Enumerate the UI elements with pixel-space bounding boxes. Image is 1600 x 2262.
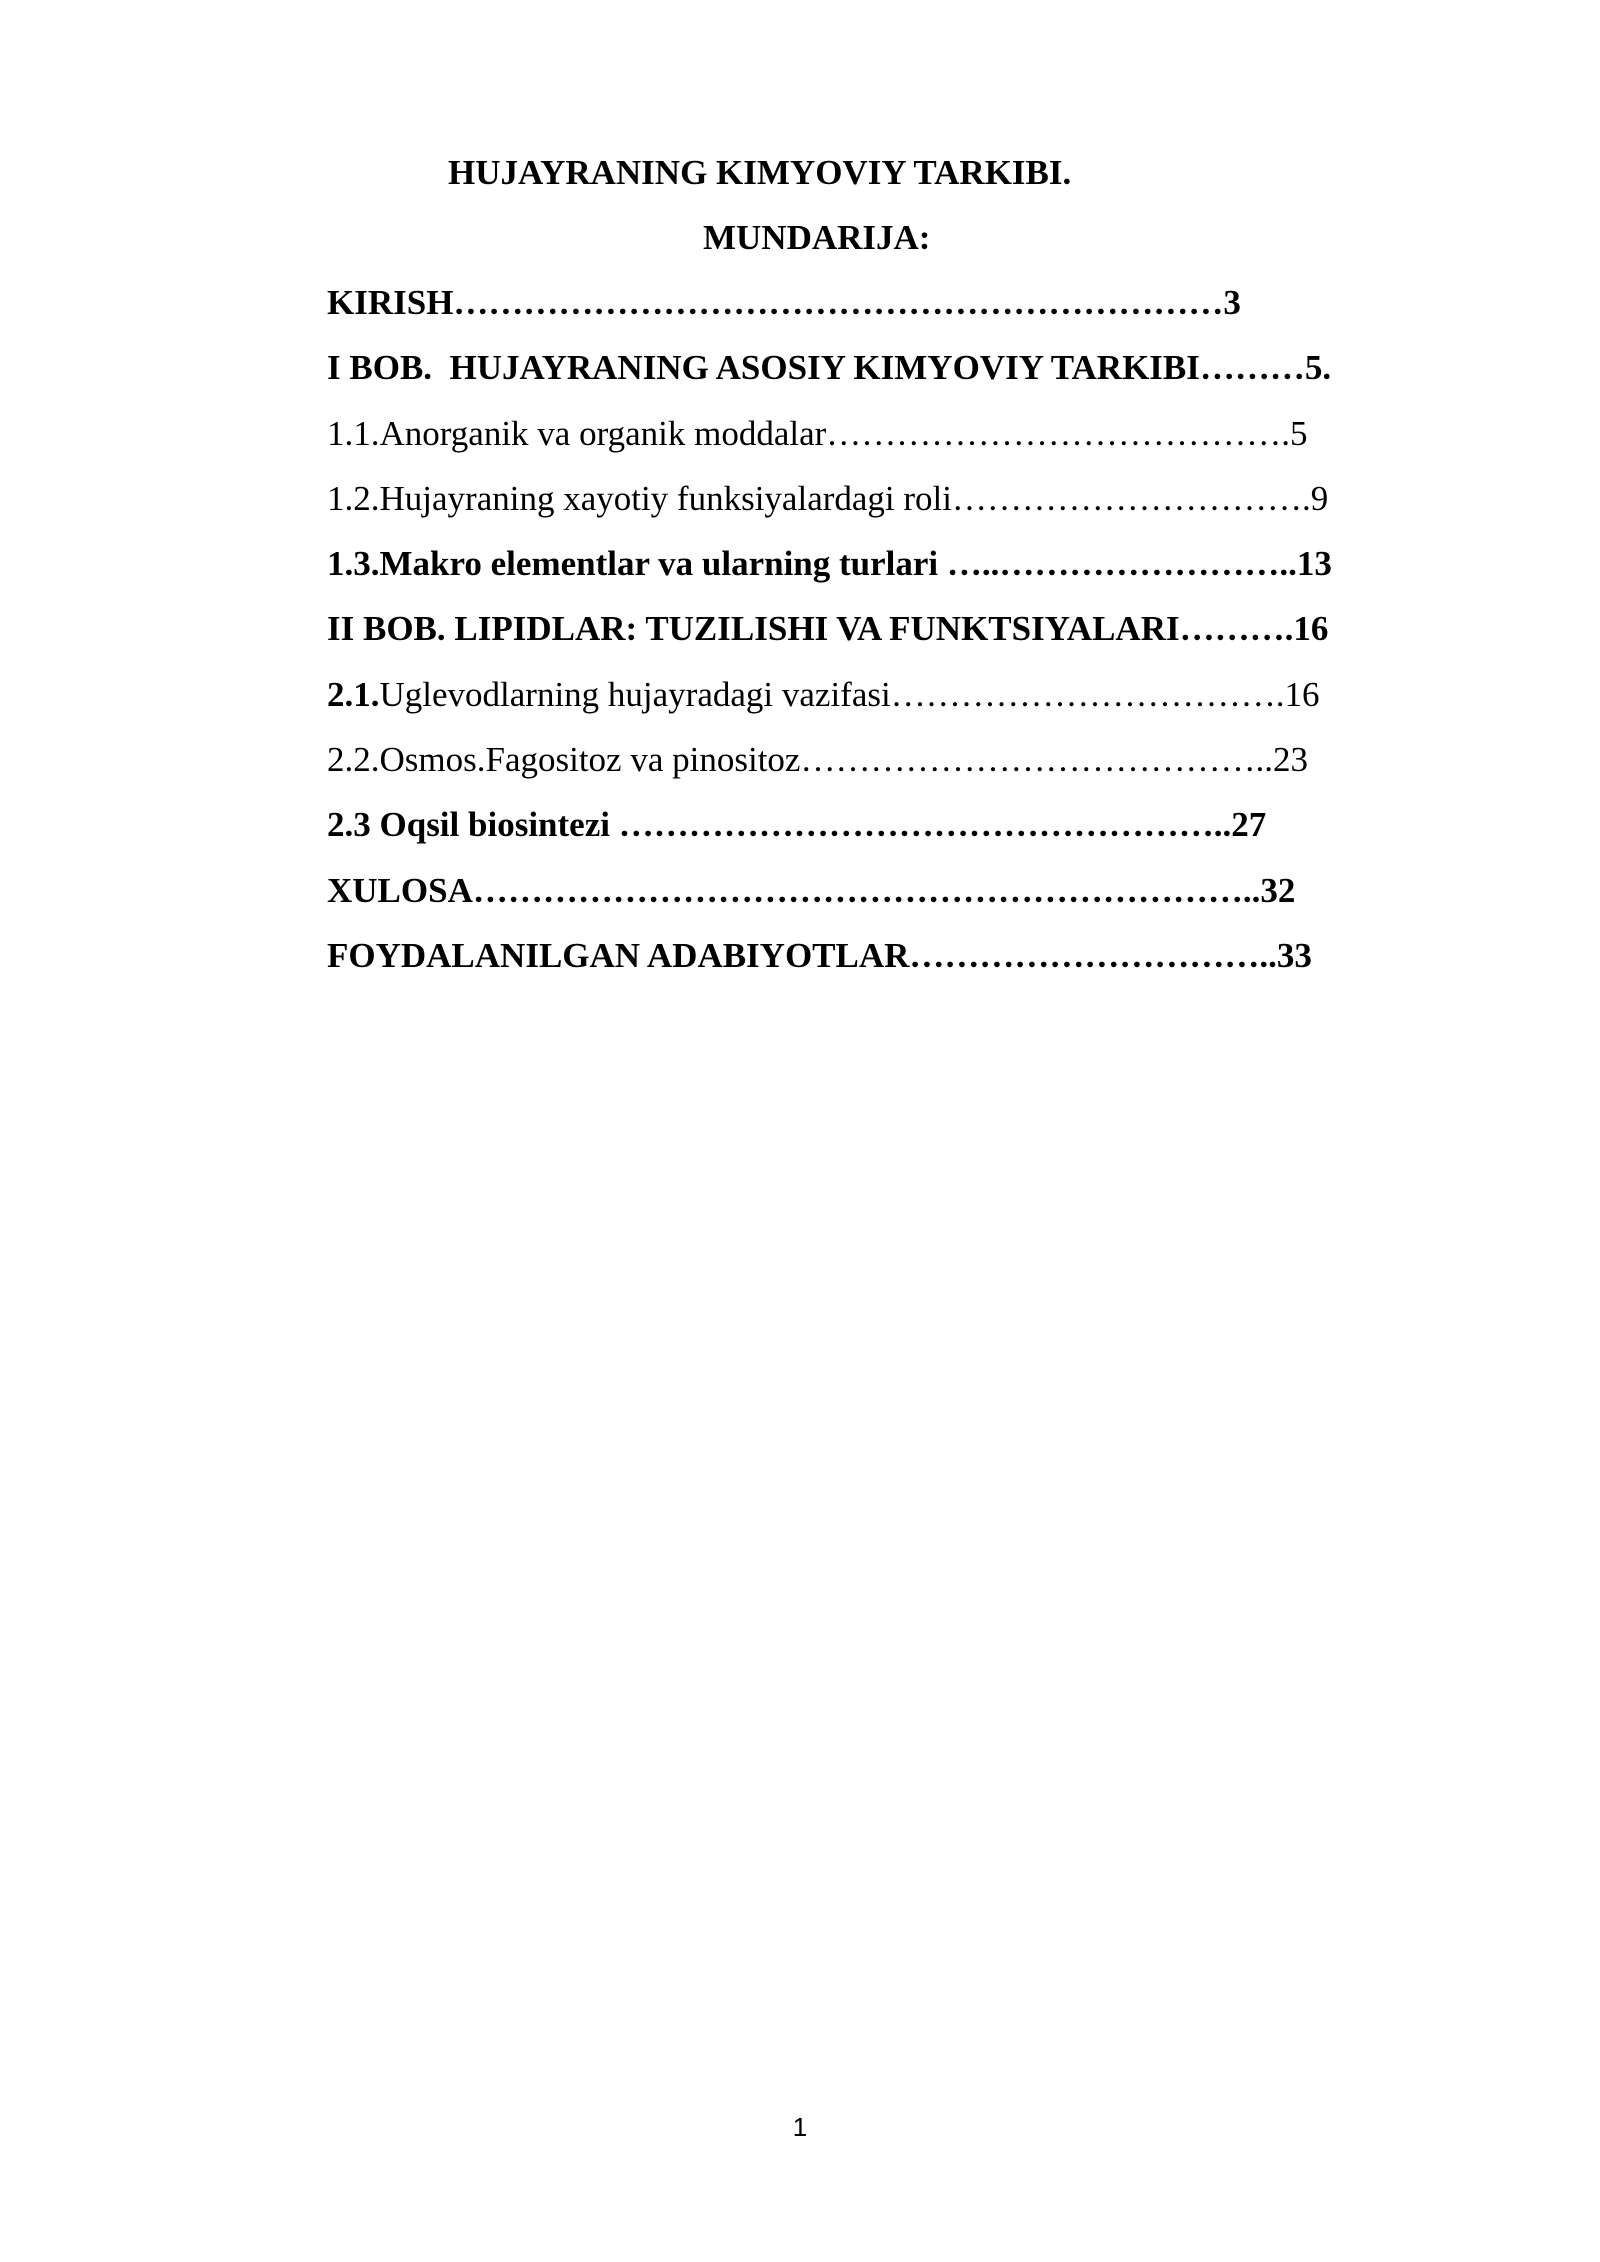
toc-entry-number: 2.2. — [327, 740, 380, 780]
toc-entry-kirish[interactable] — [327, 282, 1332, 347]
toc-entry-text: Hujayraning xayotiy funksiyalardagi roli………………………….9 — [379, 478, 1329, 518]
toc-entry-text: 2.3 Oqsil biosintezi ……………………………………………..27 — [327, 805, 1267, 845]
toc-entry-number: 1.2. — [327, 478, 380, 518]
toc-entry-references[interactable] — [327, 935, 1332, 1000]
toc-entry-text: XULOSA…………………………………………………………..32 — [327, 870, 1296, 910]
table-of-contents — [327, 282, 1332, 1000]
toc-entry-xulosa[interactable] — [327, 870, 1332, 935]
toc-entry-1-1[interactable] — [327, 413, 1332, 478]
toc-entry-text: II BOB. LIPIDLAR: TUZILISHI VA FUNKTSIYALARI……….16 — [327, 609, 1329, 649]
toc-entry-chapter-2[interactable] — [327, 608, 1332, 673]
toc-entry-text: FOYDALANILGAN ADABIYOTLAR…………………………..33 — [327, 935, 1312, 975]
toc-entry-1-3[interactable] — [327, 543, 1332, 608]
page-number: 1 — [792, 2112, 808, 2142]
document-title: HUJAYRANING KIMYOVIY TARKIBI. — [448, 153, 1072, 192]
toc-entry-2-3[interactable] — [327, 804, 1332, 869]
toc-entry-chapter-1[interactable] — [327, 347, 1332, 412]
toc-entry-text: Uglevodlarning hujayradagi vazifasi…………………………….16 — [379, 674, 1320, 714]
toc-entry-text: KIRISH…………………………………………………………3 — [327, 283, 1241, 322]
toc-entry-2-1[interactable] — [327, 674, 1332, 739]
toc-entry-text: Osmos.Fagositoz va pinositoz…………………………………..23 — [379, 740, 1308, 780]
toc-entry-number: 1.1. — [327, 413, 380, 453]
toc-entry-text: 1.3.Makro elementlar va ularning turlari …..……………………..13 — [327, 544, 1332, 584]
toc-entry-1-2[interactable] — [327, 478, 1332, 543]
toc-entry-2-2[interactable] — [327, 739, 1332, 804]
toc-heading: MUNDARIJA: — [703, 218, 931, 257]
toc-entry-number: 2.1. — [327, 674, 380, 714]
toc-entry-text: I BOB. HUJAYRANING ASOSIY KIMYOVIY TARKIBI………5. — [327, 348, 1332, 388]
toc-entry-text: Anorganik va organik moddalar………………………………….5 — [379, 413, 1308, 453]
